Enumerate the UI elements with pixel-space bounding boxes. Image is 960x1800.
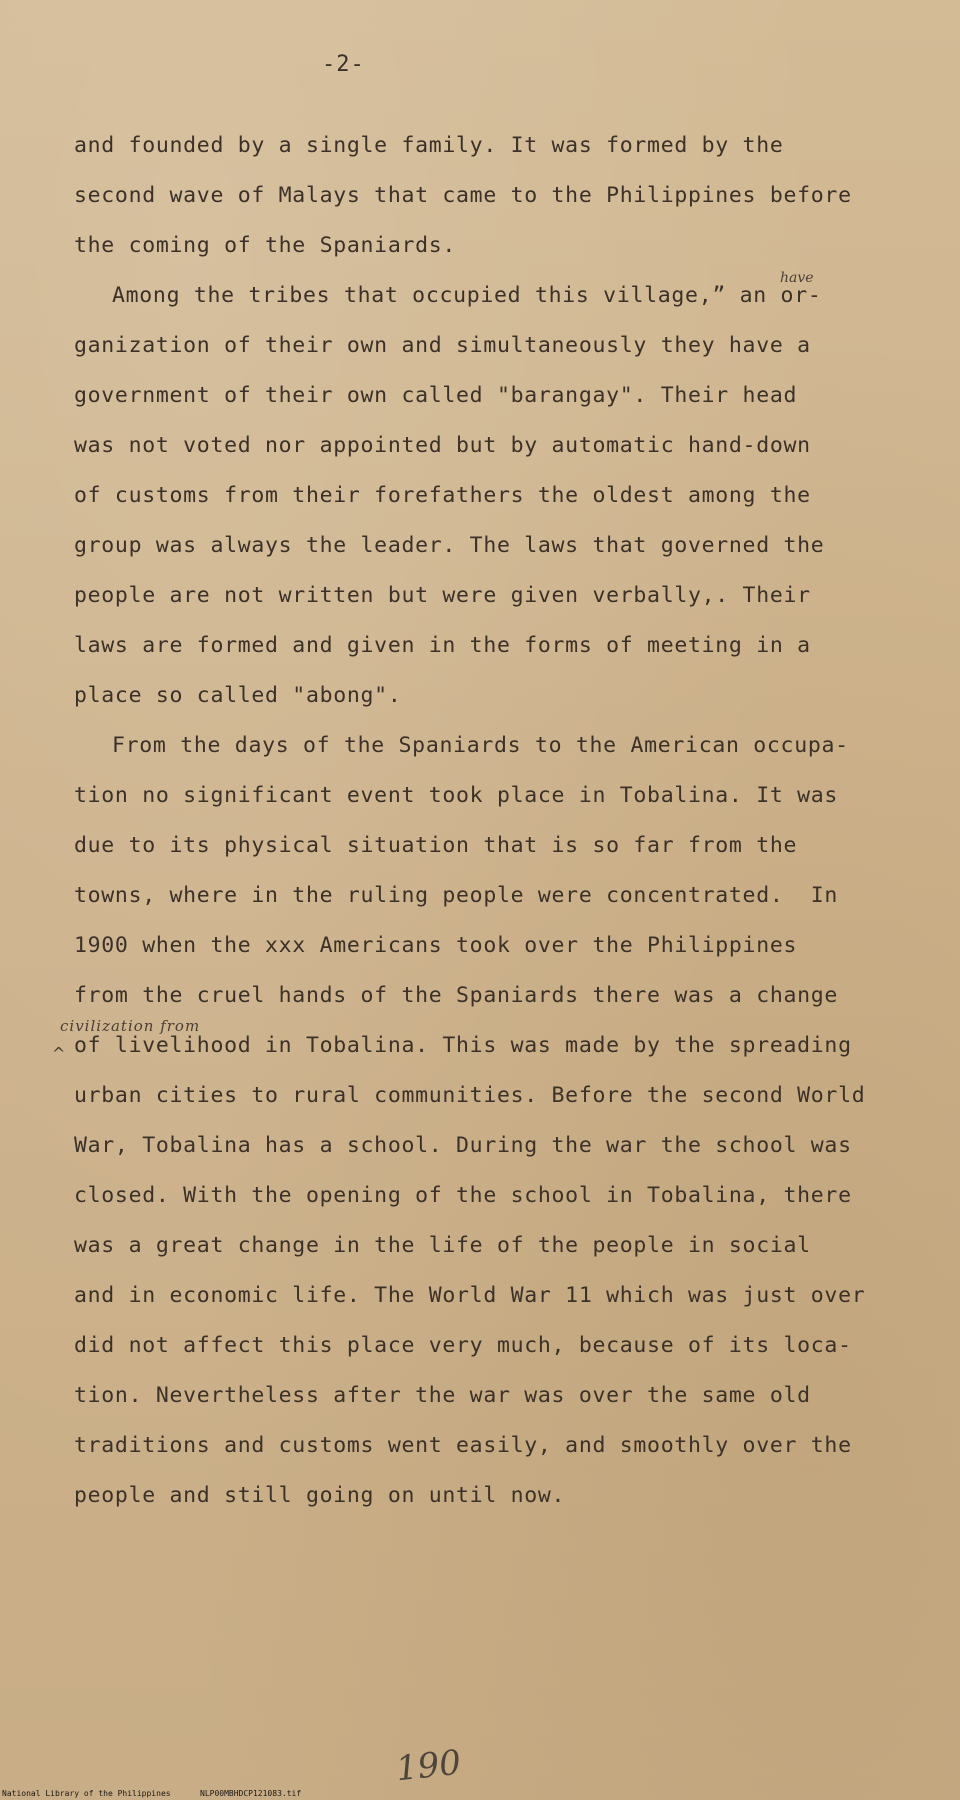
text-line: traditions and customs went easily, and smoothly over the [74,1433,852,1458]
handwritten-page-stamp: 190 [394,1742,463,1790]
body-text [74,121,934,1521]
handwritten-annotation-have: have [780,270,814,286]
text-line: second wave of Malays that came to the Philippines before [74,183,852,208]
footer-file-name: NLP00MBHDCP121083.tif [200,1789,302,1798]
text-line: From the days of the Spaniards to the American occupa- [112,733,849,758]
text-line: Among the tribes that occupied this village,” an or- [112,283,822,308]
text-line: people and still going on until now. [74,1483,566,1508]
footer-library-name: National Library of the Philippines [2,1789,171,1798]
text-line: 1900 when the xxx Americans took over the Philippines [74,933,798,958]
text-line: was a great change in the life of the people in social [74,1233,811,1258]
page-number: -2- [322,52,365,77]
text-line: place so called "abong". [74,683,402,708]
text-line: and founded by a single family. It was formed by the [74,133,784,158]
text-line: was not voted nor appointed but by automatic hand-down [74,433,811,458]
text-line: group was always the leader. The laws that governed the [74,533,825,558]
text-line: urban cities to rural communities. Before the second World [74,1083,866,1108]
handwritten-annotation-civilization: civilization from [60,1017,201,1035]
text-line: the coming of the Spaniards. [74,233,457,258]
text-line: from the cruel hands of the Spaniards there was a change [74,983,839,1008]
text-line: and in economic life. The World War 11 which was just over [74,1283,866,1308]
handwritten-caret-mark: ^ [52,1044,66,1063]
text-line: people are not written but were given verbally,. Their [74,583,811,608]
text-line: laws are formed and given in the forms of meeting in a [74,633,811,658]
text-line: tion no significant event took place in Tobalina. It was [74,783,839,808]
text-line: due to its physical situation that is so far from the [74,833,798,858]
text-line: of customs from their forefathers the oldest among the [74,483,811,508]
text-line: closed. With the opening of the school in Tobalina, there [74,1183,852,1208]
text-line: War, Tobalina has a school. During the war the school was [74,1133,852,1158]
text-line: tion. Nevertheless after the war was over the same old [74,1383,811,1408]
text-line: government of their own called "barangay". Their head [74,383,798,408]
text-line: ganization of their own and simultaneously they have a [74,333,811,358]
text-line: did not affect this place very much, because of its loca- [74,1333,852,1358]
text-line: towns, where in the ruling people were concentrated. In [74,883,839,908]
text-line: of livelihood in Tobalina. This was made by the spreading [74,1033,852,1058]
